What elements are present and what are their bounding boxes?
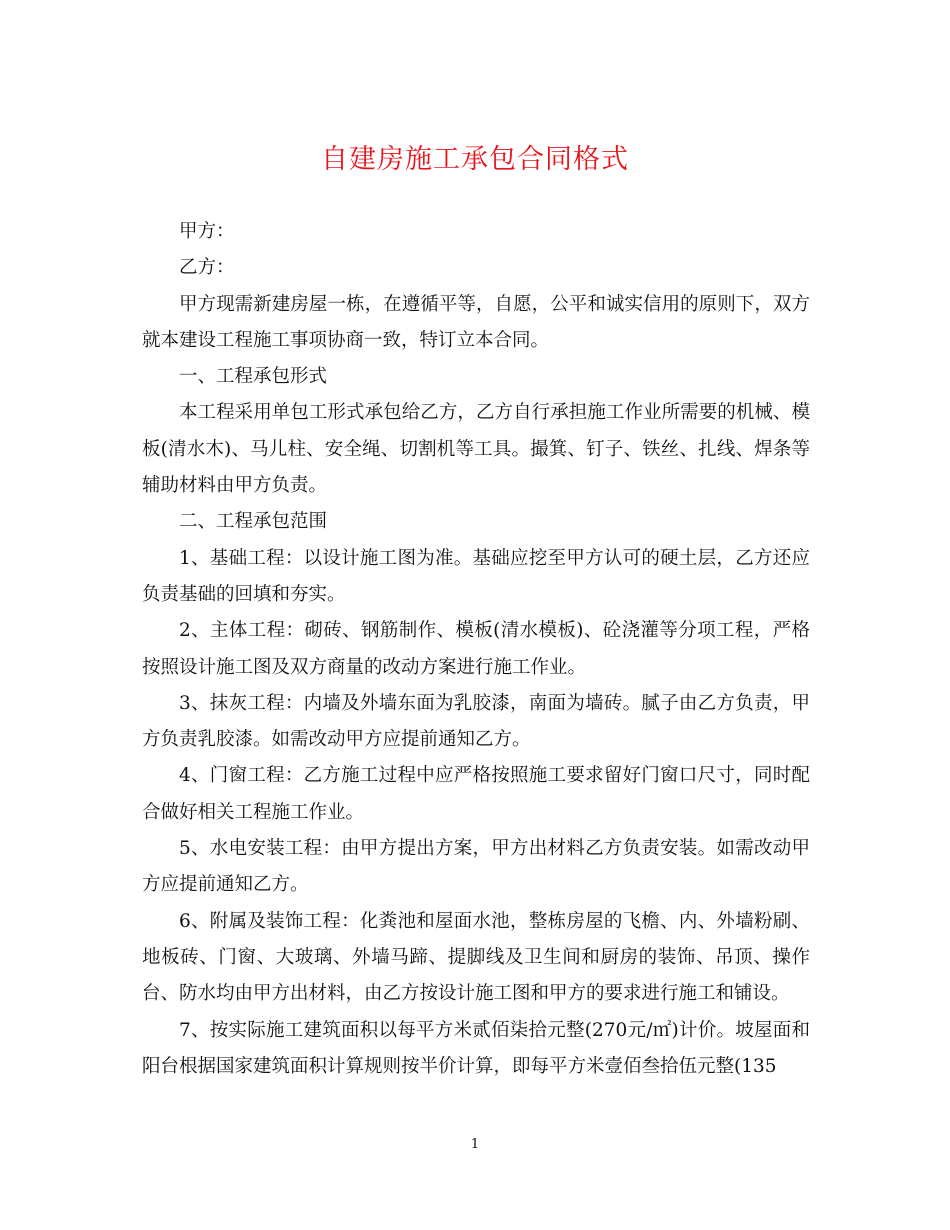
party-a-line: 甲方： [179,221,235,242]
section-heading-contract-scope: 二、工程承包范围 [179,511,328,533]
contract-form-paragraph: 本工程采用单包工形式承包给乙方，乙方自行承担施工作业所需要的机械、模板(清水木)、马儿柱、安全绳、切割机等工具。撮箕、钉子、铁丝、扎线、焊条等辅助材料由甲方负责。 [142,402,810,497]
page-number: 1 [470,1137,480,1152]
scope-item-plumbing-electrical: 5、水电安装工程：由甲方提出方案，甲方出材料乙方负责安装。如需改动甲方应提前通知乙方。 [142,838,810,896]
scope-item-ancillary-decoration: 6、附属及装饰工程：化粪池和屋面水池，整栋房屋的飞檐、内、外墙粉刷、地板砖、门窗、大玻璃、外墙马蹄、提脚线及卫生间和厨房的装饰、吊顶、操作台、防水均由甲方出材料，由乙方按设计施工图和甲方的要求进行施工和铺设。 [142,910,810,1005]
scope-item-doors-windows: 4、门窗工程：乙方施工过程中应严格按照施工要求留好门窗口尺寸，同时配合做好相关工程施工作业。 [142,765,810,823]
document-title: 自建房施工承包合同格式 [321,144,629,175]
section-heading-contract-form: 一、工程承包形式 [179,366,328,388]
scope-item-plastering: 3、抹灰工程：内墙及外墙东面为乳胶漆，南面为墙砖。腻子由乙方负责，甲方负责乳胶漆。如需改动甲方应提前通知乙方。 [142,692,810,751]
document-body [142,214,810,1085]
scope-item-pricing: 7、按实际施工建筑面积以每平方米贰佰柒拾元整(270元/㎡)计价。坡屋面和阳台根据国家建筑面积计算规则按半价计算，即每平方米壹佰叁拾伍元整(135 [142,1019,810,1077]
party-b-line: 乙方： [179,257,235,279]
scope-item-main-structure: 2、主体工程：砌砖、钢筋制作、模板(清水模板)、砼浇灌等分项工程，严格按照设计施工图及双方商量的改动方案进行施工作业。 [142,620,810,678]
scope-item-foundation: 1、基础工程：以设计施工图为准。基础应挖至甲方认可的硬土层，乙方还应负责基础的回填和夯实。 [142,547,810,605]
preamble-paragraph: 甲方现需新建房屋一栋，在遵循平等，自愿，公平和诚实信用的原则下，双方就本建设工程施工事项协商一致，特订立本合同。 [142,293,810,351]
